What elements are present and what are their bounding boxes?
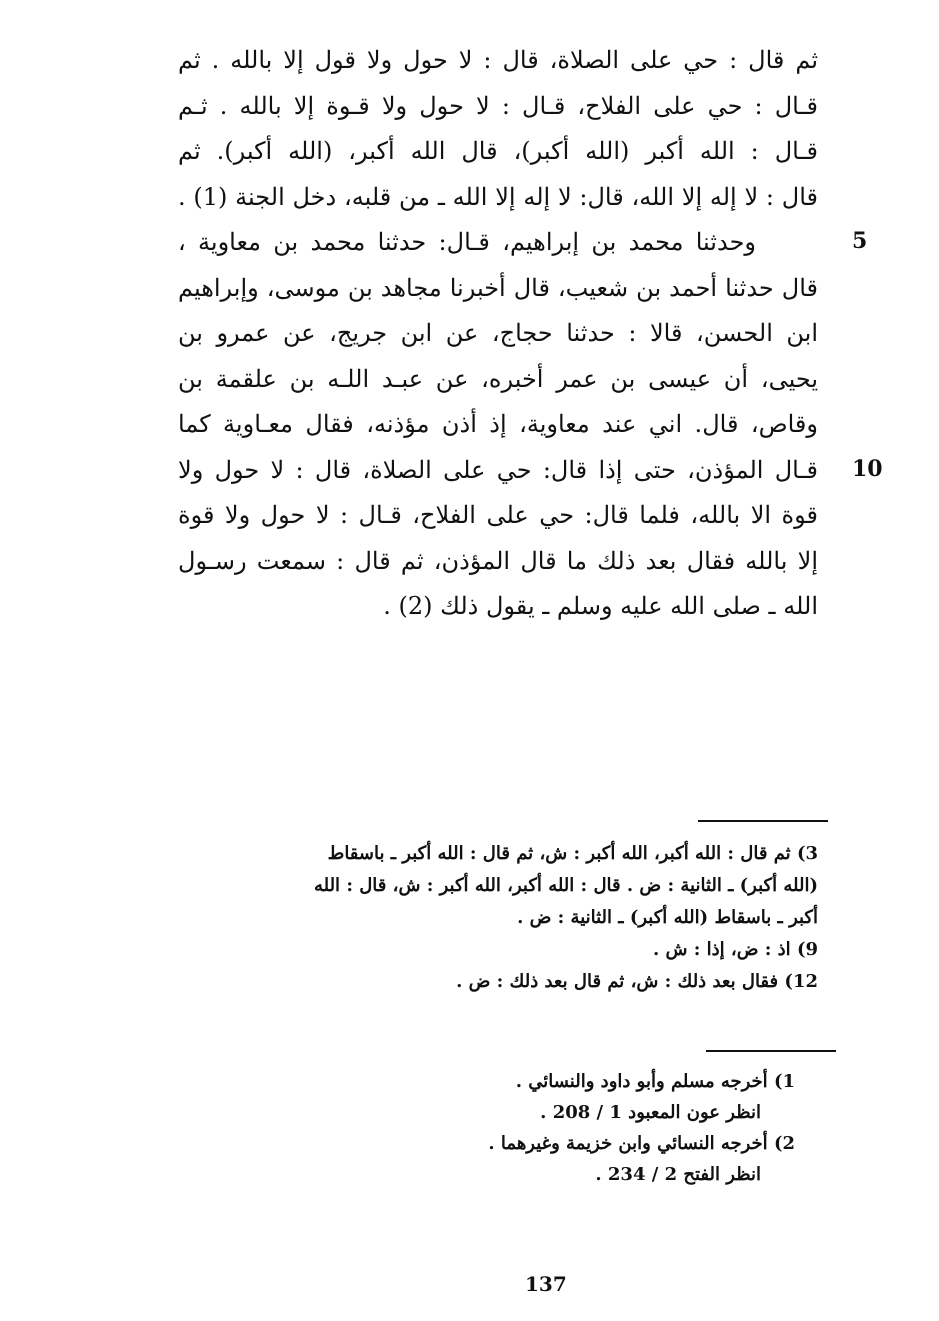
text-line: ثم قال : حي على الصلاة، قال : لا حول ولا قول إلا بالله . ثم <box>178 46 818 74</box>
footnotes <box>420 1066 795 1190</box>
text-line: قـال المؤذن، حتى إذا قال: حي على الصلاة، قال : لا حول ولا <box>178 455 818 484</box>
variant-note-line: (الله أكبر) ـ الثانية : ض . قال : الله أكبر، الله أكبر : ش، قال : الله <box>313 875 818 896</box>
text-line: إلا بالله فقال بعد ذلك ما قال المؤذن، ثم قال : سمعت رسـول <box>178 546 818 575</box>
footnote-1-reference: انظر عون المعبود 1 / 208 . <box>540 1102 761 1123</box>
variant-note-line: 12) فقال بعد ذلك : ش، ثم قال بعد ذلك : ض . <box>456 971 818 992</box>
footnote-2-reference: انظر الفتح 2 / 234 . <box>595 1164 761 1185</box>
text-line: قال حدثنا أحمد بن شعيب، قال أخبرنا مجاهد بن موسى، وإبراهيم <box>178 273 818 302</box>
variant-note-line: 3) ثم قال : الله أكبر، الله أكبر : ش، ثم قال : الله أكبر ـ باسقاط <box>327 843 818 864</box>
variant-note-line: 9) اذ : ض، إذا : ش . <box>652 939 818 960</box>
line-number-10: 10 <box>852 456 883 482</box>
variant-notes-divider <box>698 820 828 822</box>
text-line: قـال : الله أكبر (الله أكبر)، قال الله أكبر، (الله أكبر). ثم <box>178 137 818 165</box>
text-line: قوة الا بالله، فلما قال: حي على الفلاح، قـال : لا حول ولا قوة <box>178 501 818 529</box>
footnote-2: 2) أخرجه النسائي وابن خزيمة وغيرهما . <box>488 1133 795 1154</box>
line-number-5: 5 <box>852 228 868 254</box>
text-line: وقاص، قال. اني عند معاوية، إذ أذن مؤذنه، فقال معـاوية كما <box>178 410 818 438</box>
text-line: يحيى، أن عيسى بن عمر أخبره، عن عبـد اللـه بن علقمة بن <box>178 364 818 393</box>
text-line: ابن الحسن، قالا : حدثنا حجاج، عن ابن جريج، عن عمرو بن <box>178 319 818 347</box>
footnote-1: 1) أخرجه مسلم وأبو داود والنسائي . <box>515 1071 795 1092</box>
page-number: 137 <box>525 1272 567 1296</box>
variant-notes <box>188 838 818 998</box>
text-line: وحدثنا محمد بن إبراهيم، قـال: حدثنا محمد بن معاوية ، <box>178 228 756 256</box>
main-text <box>178 38 818 630</box>
text-line: الله ـ صلى الله عليه وسلم ـ يقول ذلك (2) . <box>383 592 818 620</box>
footnotes-divider <box>706 1050 836 1052</box>
text-line: قال : لا إله إلا الله، قال: لا إله إلا الله ـ من قلبه، دخل الجنة (1) . <box>178 182 818 211</box>
variant-note-line: أكبر ـ باسقاط (الله أكبر) ـ الثانية : ض . <box>517 907 818 928</box>
text-line: قـال : حي على الفلاح، قـال : لا حول ولا قـوة إلا بالله . ثـم <box>178 91 818 120</box>
